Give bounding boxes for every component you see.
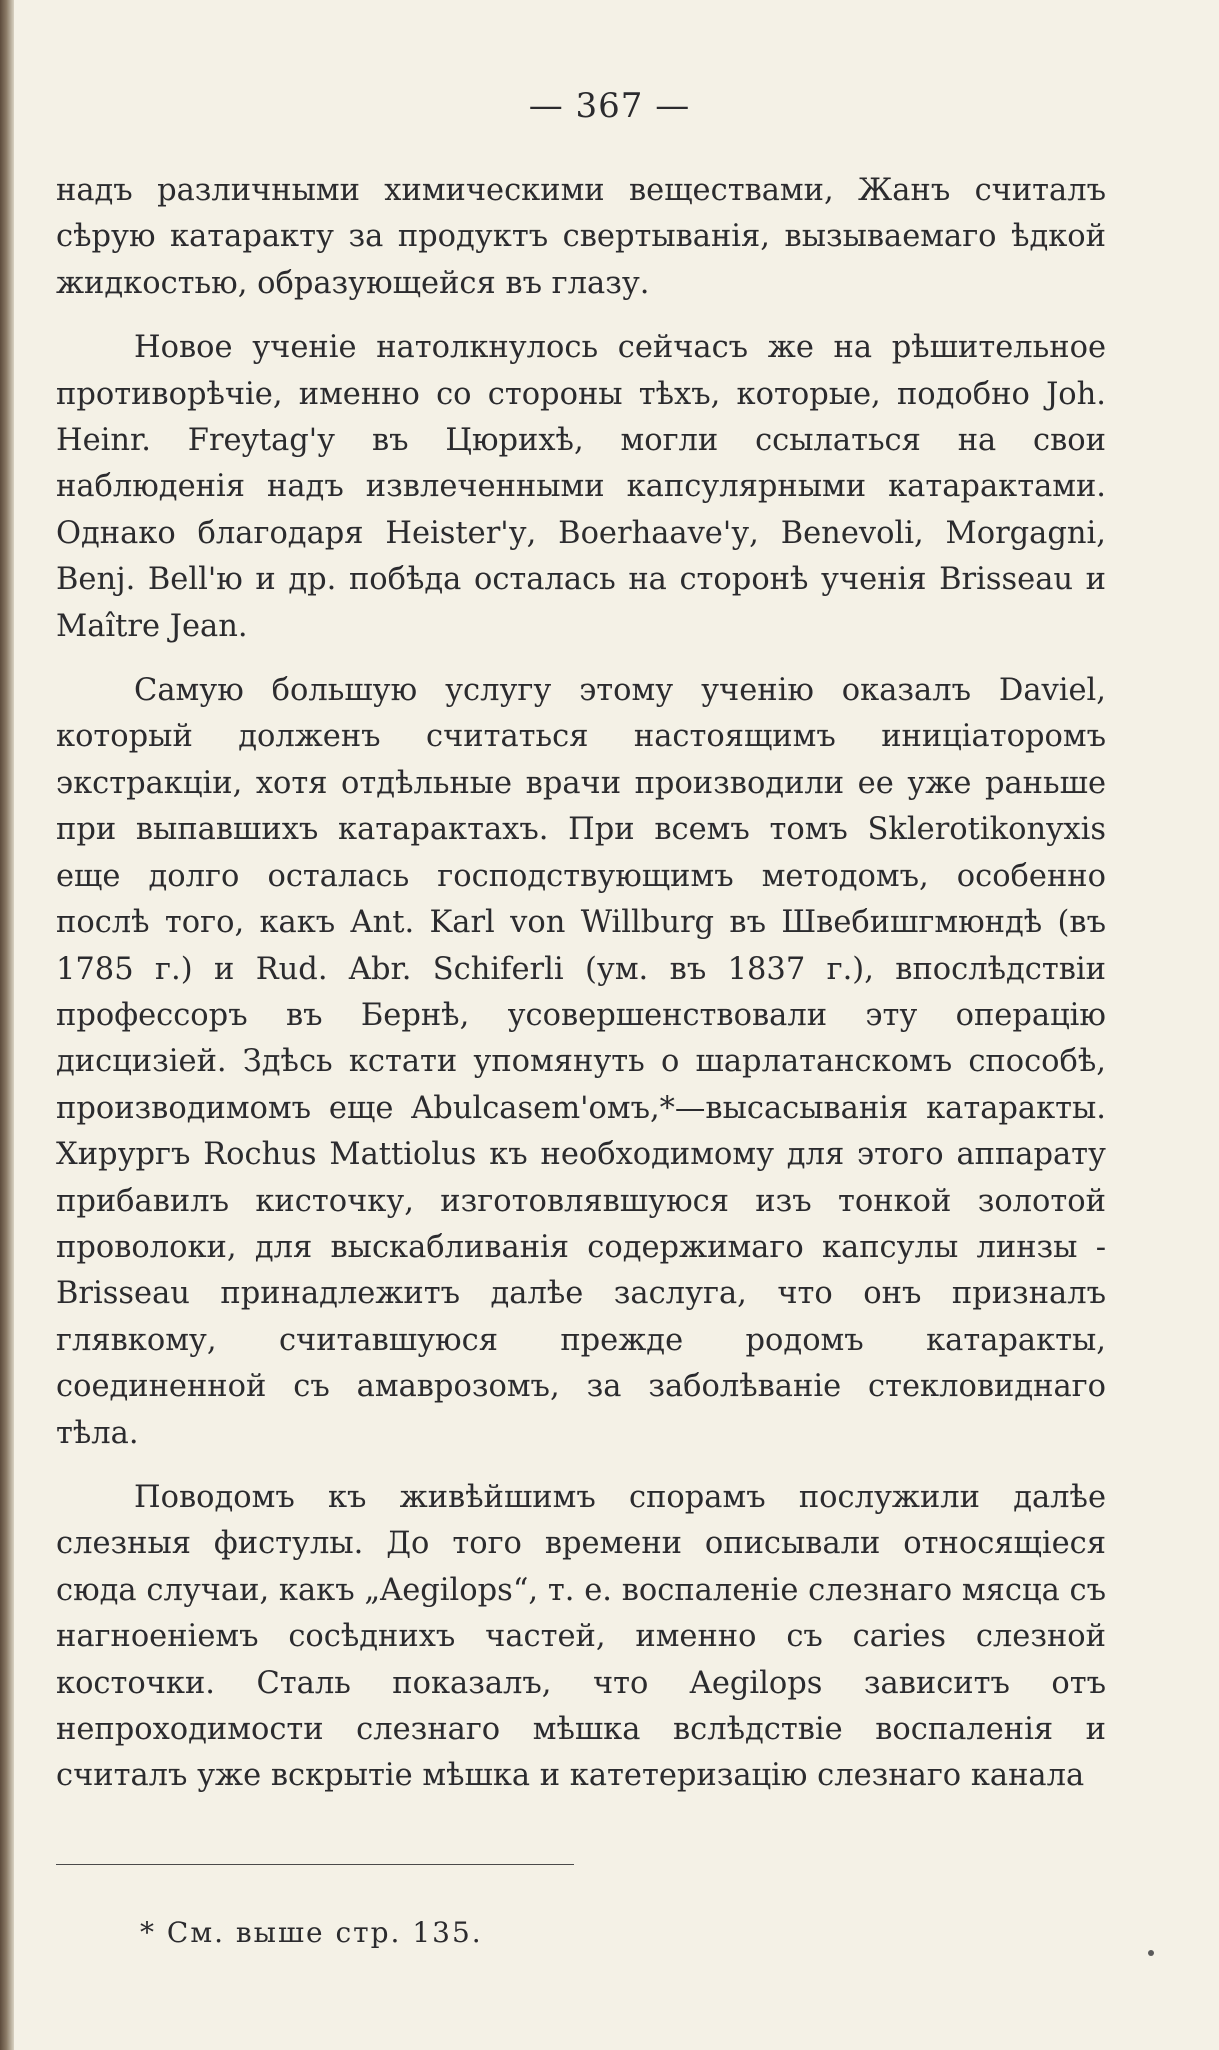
paragraph-1: надъ различными химическими веществами, Жанъ считалъ сѣрую катаракту за продуктъ свертыванія, вызываемаго ѣдкой жидкостью, образующейся въ глазу. <box>56 173 1106 301</box>
paper-speck <box>1148 1950 1154 1956</box>
page-number: — 367 — <box>528 86 691 126</box>
footnote-divider <box>56 1864 574 1865</box>
paragraph-2: Новое ученіе натолкнулось сейчасъ же на рѣшительное противорѣчіе, именно со стороны тѣхъ, которые, подобно Joh. Heinr. Freytag'у въ Цюрихѣ, могли ссылаться на свои наблюденія надъ извлеченными капсулярными катарактами. Однако благодаря Heister'у, Boerhaave'у, Benevoli, Morgagni, Benj. Bell'ю и др. побѣда осталась на сторонѣ ученія Brisseau и Maître Jean. <box>56 330 1106 644</box>
page-edge <box>0 0 14 2050</box>
body-text <box>56 168 1106 1800</box>
paragraph-4: Поводомъ къ живѣйшимъ спорамъ послужили далѣе слезныя фистулы. До того времени описывали относящіеся сюда случаи, какъ „Aegilops“, т. е. воспаленіе слезнаго мясца съ нагноеніемъ сосѣднихъ частей, именно съ caries слезной косточки. Сталь показалъ, что Aegilops зависитъ отъ непроходимости слезнаго мѣшка вслѣдствіе воспаленія и считалъ уже вскрытіе мѣшка и катетеризацію слезнаго канала <box>56 1479 1106 1794</box>
paragraph-3: Самую большую услугу этому ученію оказалъ Daviel, который долженъ считаться настоящимъ иниціаторомъ экстракціи, хотя отдѣльные врачи производили ее уже раньше при выпавшихъ катарактахъ. При всемъ томъ Sklerotikonyxis еще долго осталась господствующимъ методомъ, особенно послѣ того, какъ Ant. Karl von Willburg въ Швебишгмюндѣ (въ 1785 г.) и Rud. Abr. Schiferli (ум. въ 1837 г.), впослѣдствіи профессоръ въ Бернѣ, усовершенствовали эту операцію дисцизіей. Здѣсь кстати упомянуть о шарлатанскомъ способѣ, производимомъ еще Abulcasem'омъ,*—высасыванія катаракты. Хирургъ Rochus Mattiolus къ необходимому для этого аппарату прибавилъ кисточку, изготовлявшуюся изъ тонкой золотой проволоки, для выскабливанія содержимаго капсулы линзы - Brisseau принадлежитъ далѣе заслуга, что онъ призналъ глявкому, считавшуюся прежде родомъ катаракты, соединенной съ амаврозомъ, за заболѣваніе стекловиднаго тѣла. <box>56 673 1106 1451</box>
footnote: * См. выше стр. 135. <box>140 1916 483 1949</box>
